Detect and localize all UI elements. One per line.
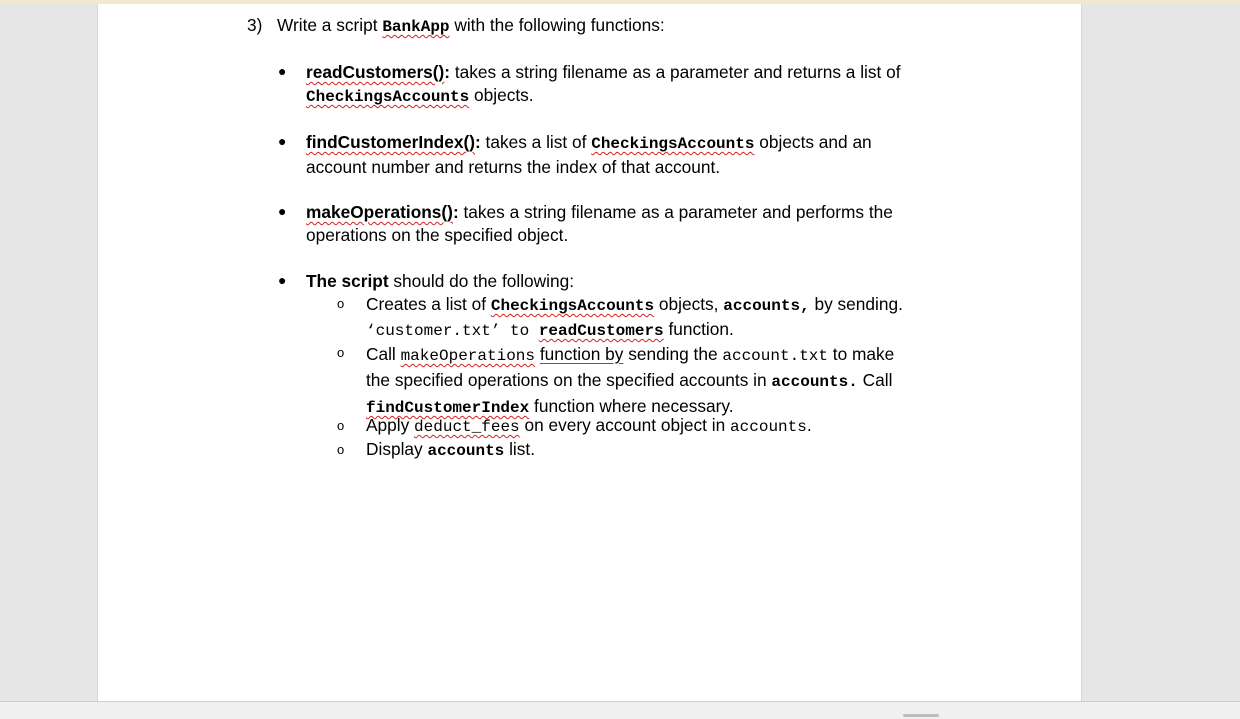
question-number: 3) <box>247 15 263 35</box>
variable-name: accounts <box>427 442 505 460</box>
method-name: deduct_fees <box>414 418 520 436</box>
script-lead: The script <box>306 271 389 291</box>
function-name: findCustomerIndex() <box>306 132 475 152</box>
filename: account.txt <box>722 347 828 365</box>
sub-item-call-make-operations <box>366 342 894 420</box>
class-name: CheckingsAccounts <box>306 88 470 106</box>
horizontal-scrollbar[interactable] <box>0 701 1240 719</box>
description-text: should do the following: <box>388 271 575 291</box>
text: list. <box>504 439 536 459</box>
colon: : <box>444 62 451 82</box>
function-name: findCustomerIndex <box>366 399 530 417</box>
text: sending the <box>623 344 723 364</box>
sub-item-create-list <box>366 293 903 343</box>
sub-bullet-marker: o <box>337 442 345 457</box>
bullet-item-script <box>306 270 574 293</box>
question-text-post: with the following functions: <box>449 15 665 35</box>
text: on every account object in <box>519 415 731 435</box>
text: Creates a list of <box>366 294 491 314</box>
description-text: account number and returns the index of that account. <box>306 157 721 177</box>
bullet-marker: ● <box>278 203 287 219</box>
function-name: readCustomers() <box>306 62 445 82</box>
description-text: objects and an <box>754 132 872 152</box>
grammar-flag[interactable]: function by <box>539 344 624 364</box>
function-name: makeOperations <box>400 347 535 365</box>
class-name: CheckingsAccounts <box>591 135 755 153</box>
description-text: operations on the specified object. <box>306 225 569 245</box>
sub-bullet-marker: o <box>337 418 345 433</box>
variable-name: accounts <box>730 418 807 436</box>
text: Call <box>857 370 893 390</box>
bullet-item-read-customers <box>306 61 901 109</box>
text: objects, <box>654 294 724 314</box>
scrollbar-thumb[interactable] <box>903 714 939 717</box>
sub-item-display <box>366 438 535 463</box>
description-text: objects. <box>469 85 534 105</box>
filename: ‘customer.txt’ to <box>366 322 539 340</box>
description-text: takes a string filename as a parameter and returns a list of <box>450 62 901 82</box>
question-text-pre: Write a script <box>277 15 383 35</box>
description-text: takes a string filename as a parameter and performs the <box>458 202 893 222</box>
sub-item-apply-fees <box>366 414 812 439</box>
text: by sending. <box>809 294 903 314</box>
colon: : <box>452 202 459 222</box>
class-name: CheckingsAccounts <box>490 297 655 315</box>
bullet-marker: ● <box>278 272 287 288</box>
bullet-item-find-customer-index <box>306 131 872 179</box>
text: Call <box>366 344 401 364</box>
question-heading <box>247 14 665 39</box>
bullet-marker: ● <box>278 133 287 149</box>
text: the specified operations on the specified accounts in <box>366 370 772 390</box>
variable-name: accounts, <box>723 297 810 315</box>
sub-bullet-marker: o <box>337 345 345 360</box>
text: Apply <box>366 415 415 435</box>
text: Display <box>366 439 428 459</box>
text: . <box>806 415 812 435</box>
sub-bullet-marker: o <box>337 296 345 311</box>
function-name: makeOperations() <box>306 202 453 222</box>
text: function where necessary. <box>529 396 734 416</box>
bullet-item-make-operations <box>306 201 893 247</box>
text: function. <box>663 319 734 339</box>
description-text: takes a list of <box>480 132 592 152</box>
function-name: readCustomers <box>538 322 664 340</box>
script-name: BankApp <box>382 18 450 36</box>
colon: : <box>474 132 481 152</box>
text: to make <box>828 344 895 364</box>
bullet-marker: ● <box>278 63 287 79</box>
variable-name: accounts. <box>771 373 858 391</box>
